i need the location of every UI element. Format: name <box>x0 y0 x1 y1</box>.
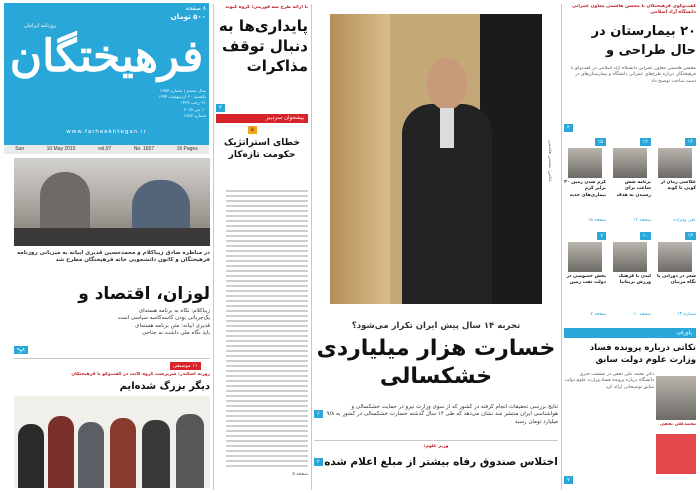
ad-strip <box>656 434 696 474</box>
thumb-card[interactable] <box>564 232 606 324</box>
center-headline-1: خسارت هزار میلیاردی <box>316 336 556 361</box>
thumb-photo <box>568 242 602 272</box>
thumb-ref: صفحه ۱۰ <box>632 312 651 317</box>
sub-headline: اختلاس صندوق رفاه بیشتر از مبلغ اعلام شده <box>324 456 558 468</box>
thumb-num: ۱۲ <box>640 138 651 146</box>
right-kicker: گفت‌وگوی فرهیختگان با محسن هاشمی معاون عمرانی دانشگاه آزاد اسلامی <box>571 4 696 16</box>
thumb-grid <box>564 138 696 324</box>
masthead <box>4 3 209 145</box>
editorial-title: خطای استراتژیک حکومت تازه‌کار <box>224 138 300 160</box>
thumb-photo <box>613 242 647 272</box>
man-head <box>427 58 467 110</box>
bottom-tag: پاورقی <box>564 328 696 338</box>
sub-page-ref: ۲ <box>314 458 323 466</box>
right-headline: ۲۰ بیمارستان در حال طراحی و <box>591 24 696 58</box>
thumb-card[interactable] <box>654 232 696 324</box>
debate-photo <box>14 158 210 246</box>
en-day: Sun <box>15 146 25 152</box>
thumb-photo <box>568 148 602 178</box>
en-no: No. 1657 <box>133 146 155 152</box>
center-body: نتایج بررسی تحقیقات انجام گرفته در کشور که از سوی وزارت نیرو در حمایت خشکسالی و هواشناسی ایران منتشر شد نشان می‌دهد که طی ۱۴ سال گذشته خسارت خشکسالی در کشور به ۹/۸ میلیارد تومان رسید <box>326 404 558 425</box>
right-body: محسن هاشمی معاون عمرانی دانشگاه آزاد اسلامی در گفت‌وگو با فرهیختگان درباره طرح‌های عمرانی دانشگاه و بیمارستان‌های در دست ساخت توضیح داد <box>570 66 696 84</box>
author-photo <box>656 376 696 420</box>
bullet: یک‌جریانی بودن کاسه‌کاسه سیاسی است <box>117 315 210 322</box>
member <box>78 422 104 488</box>
debate-headline: لوزان، اقتصاد و <box>78 284 210 304</box>
thumb-ref: صفحه ۱۵ <box>587 218 606 223</box>
debate-bullets <box>14 308 210 342</box>
photo-caption: عکس: محسن هاشمی <box>547 140 552 182</box>
thumb-text: عکاسی زمان از کوبی تا کوبه <box>660 180 696 192</box>
thumb-ref: صفحه ۱۲ <box>632 218 651 223</box>
editorial-body <box>226 190 308 480</box>
price-box <box>154 5 206 25</box>
music-headline: دیگر بزرگ شده‌ایم <box>119 381 210 392</box>
music-tag: ۱۱ موسیقی <box>170 362 201 370</box>
bottom-headline: نکاتی درباره پرونده فساد وزارت علوم دولت سابق <box>589 343 696 365</box>
thumb-ref: صفحه ۷ <box>590 312 606 317</box>
thumb-num: ۷ <box>597 232 606 240</box>
meta-line: شماره ۱۶۵۷ <box>183 113 206 119</box>
thumb-num: ۱۳ <box>685 232 696 240</box>
band-photo <box>14 396 210 488</box>
divider <box>314 440 558 441</box>
masthead-name: فرهیختگان <box>9 31 204 82</box>
english-date-bar <box>4 145 209 154</box>
thumb-text: شعر در دوزانی با نگاه مربیان <box>656 274 696 286</box>
divider <box>14 358 210 359</box>
center-headline-2: خشکسالی <box>379 364 493 389</box>
member <box>176 414 204 488</box>
price-pages: ۸ صفحه <box>185 5 206 12</box>
thumb-card[interactable] <box>609 138 651 230</box>
sub-kicker: وزیر علوم: <box>423 444 449 449</box>
bottom-author: محمدعلی نجفی <box>659 422 696 427</box>
price-amount: ۵۰۰ تومان <box>170 13 206 21</box>
thumb-text: برنامه شش ساعت برای رسیدن به هدف <box>616 180 651 198</box>
masthead-tagline: روزنامه ایرانیان <box>24 23 57 29</box>
thumb-text: بخش خصوصی در دولت نفت زمین <box>566 274 606 286</box>
meta-line: سال ششم | شماره ۱۶۵۷ <box>159 89 206 94</box>
right-page-ref: ۴ <box>564 124 573 132</box>
thumb-photo <box>658 148 692 178</box>
door-left <box>330 14 390 304</box>
bullet: باید نگاه ملی داشت نه جناحی <box>141 330 210 337</box>
center-kicker: تجربه ۱۴ سال پیش ایران تکرار می‌شود؟ <box>351 321 521 331</box>
meta-line: یکشنبه ۲۰ اردیبهشت ۱۳۹۴ <box>158 95 206 101</box>
masthead-meta <box>146 89 206 127</box>
column-divider <box>311 4 312 490</box>
thumb-text: کرم شدن زمین ۲۰ برابر کرم بیماری‌های جدید <box>564 180 606 198</box>
member <box>142 420 170 488</box>
thumb-num: ۱۵ <box>595 138 606 146</box>
thumb-card[interactable] <box>564 138 606 230</box>
bottom-body: دکتر محمد علی نجفی در نشست خبری دانشگاه درباره پرونده فساد وزارت علوم دولت سابق توضیحاتی ارائه کرد <box>564 372 654 390</box>
en-date: 10 May 2015 <box>46 146 76 152</box>
table-shape <box>14 228 210 246</box>
editorial-badge: ۵ <box>248 126 257 134</box>
man-shirt <box>440 108 454 148</box>
bottom-page-ref: ۷ <box>564 476 573 484</box>
thumb-ref: علی ولیزاده <box>673 218 696 223</box>
col2-kicker: با ارائه طرح سه فوریتی؛ گروه کیوند <box>225 5 308 10</box>
col2-headline: پایداری‌ها به دنبال توقف مذاکرات <box>218 17 308 75</box>
thumb-photo <box>613 148 647 178</box>
thumb-num: ۱۴ <box>685 138 696 146</box>
member <box>18 424 44 488</box>
editorial-ref: صفحه ۵ <box>292 472 308 477</box>
en-pages: 16 Pages <box>176 146 198 152</box>
editorial-tag: پیشخوان سردبیر <box>216 114 308 123</box>
column-divider <box>561 4 562 490</box>
column-divider <box>213 4 214 490</box>
member <box>110 418 136 488</box>
member <box>48 416 74 488</box>
bullet: قدیری ابیانه: متن برنامه هسته‌ای <box>135 322 210 329</box>
masthead-website: www.farheekhtegan.ir <box>66 129 147 135</box>
thumb-card[interactable] <box>654 138 696 230</box>
center-page-ref: ۶ <box>314 410 323 418</box>
thumb-text: لندن با فرهنگ ورزش بریتانیا <box>618 274 651 286</box>
meta-line: ۲۱ رجب ۱۴۳۶ <box>180 101 206 107</box>
music-kicker: روزنه اسکندر: سرپرست گروه کانت در گفت‌وگو با فرهیختگان <box>71 372 210 377</box>
thumb-num: ۱۰ <box>640 232 651 240</box>
debate-lead: در مناظره صادق زیباکلام و محمدحسین قدیری ابیانه به میزبانی روزنامه فرهیختگان و کانون دانشجویی خانه فرهیختگان مطرح شد <box>17 250 210 264</box>
thumb-ref: شماره ۱۳ <box>677 312 696 317</box>
thumb-photo <box>658 242 692 272</box>
bullet: زیباکلام: نگاه به برنامه هسته‌ای <box>138 308 210 314</box>
col2-page-ref: ۳ <box>216 104 225 112</box>
meta-line: ۱۰ می ۲۰۱۵ <box>183 107 206 113</box>
en-vol: vol.07 <box>98 146 112 152</box>
thumb-card[interactable] <box>609 232 651 324</box>
debate-page-ref: ۸و۹ <box>14 346 28 354</box>
main-photo <box>330 14 542 304</box>
